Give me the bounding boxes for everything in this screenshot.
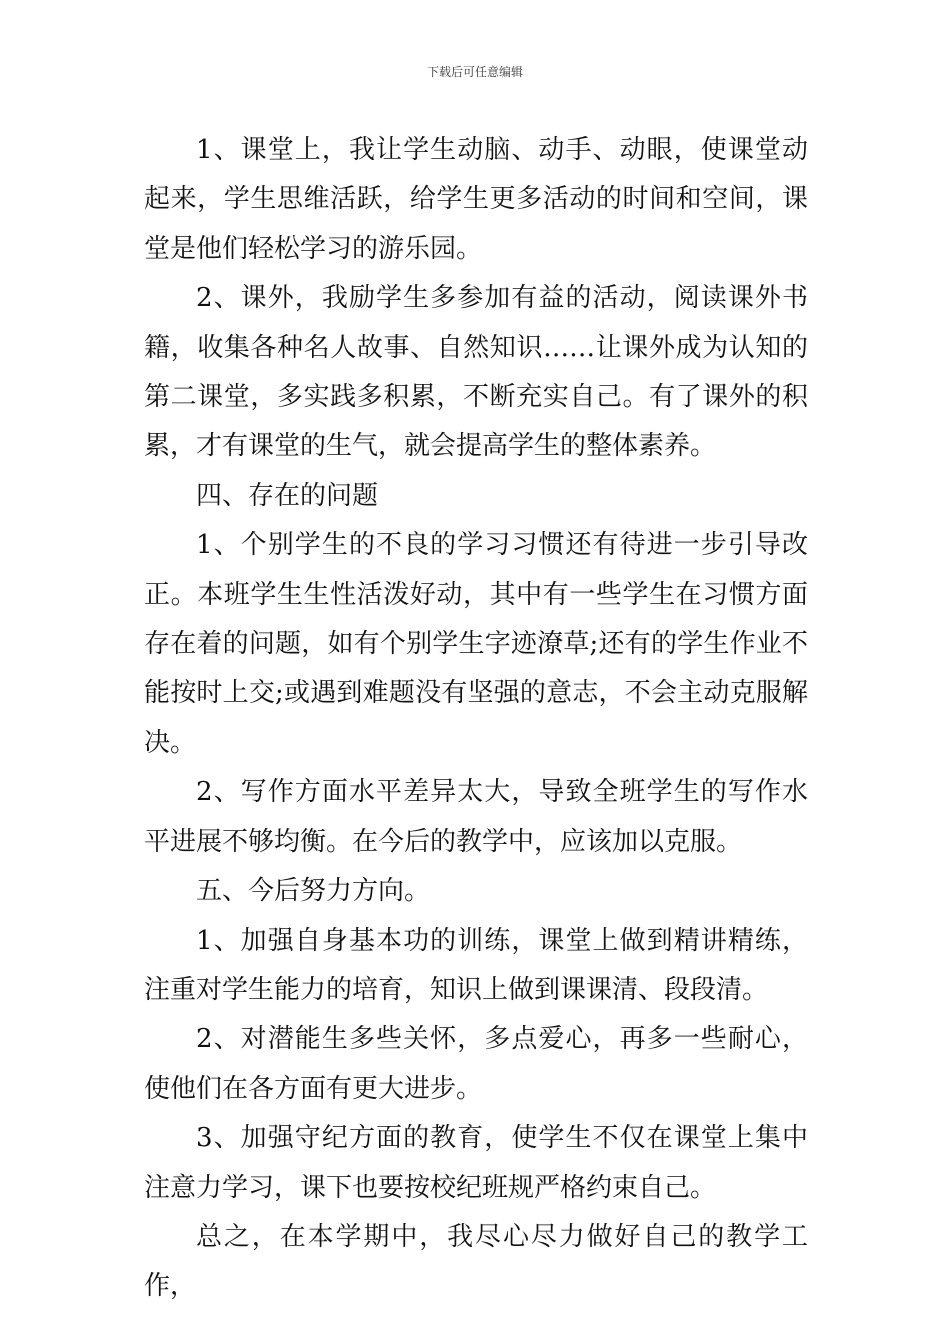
paragraph-study-habits: 1、个别学生的不良的学习习惯还有待进一步引导改正。本班学生生性活泼好动，其中有一些学生在习惯方面存在着的问题，如有个别学生字迹潦草;还有的学生作业不能按时上交;或遇到难题没有坚强的意志，不会主动克服解决。 — [144, 530, 808, 758]
paragraph-extracurricular: 2、课外，我励学生多参加有益的活动，阅读课外书籍，收集各种名人故事、自然知识……让课外成为认知的第二课堂，多实践多积累，不断充实自己。有了课外的积累，才有课堂的生气，就会提高学生的整体素养。 — [144, 283, 808, 462]
document-body — [144, 126, 808, 1312]
section-heading-future-direction: 五、今后努力方向。 — [196, 876, 431, 907]
page-header-note: 下载后可任意编辑 — [426, 65, 523, 79]
paragraph-care-students: 2、对潜能生多些关怀，多点爱心，再多一些耐心，使他们在各方面有更大进步。 — [144, 1024, 808, 1104]
paragraph-discipline: 3、加强守纪方面的教育，使学生不仅在课堂上集中注意力学习，课下也要按校纪班规严格约束自己。 — [144, 1123, 808, 1203]
paragraph-writing-level: 2、写作方面水平差异太大，导致全班学生的写作水平进展不够均衡。在今后的教学中，应该加以克服。 — [144, 777, 808, 857]
paragraph-basic-skills: 1、加强自身基本功的训练，课堂上做到精讲精练，注重对学生能力的培育，知识上做到课课清、段段清。 — [144, 925, 808, 1005]
paragraph-classroom: 1、课堂上，我让学生动脑、动手、动眼，使课堂动起来，学生思维活跃，给学生更多活动的时间和空间，课堂是他们轻松学习的游乐园。 — [144, 135, 808, 264]
section-heading-problems: 四、存在的问题 — [196, 480, 379, 511]
paragraph-summary: 总之，在本学期中，我尽心尽力做好自己的教学工作， — [144, 1221, 808, 1302]
